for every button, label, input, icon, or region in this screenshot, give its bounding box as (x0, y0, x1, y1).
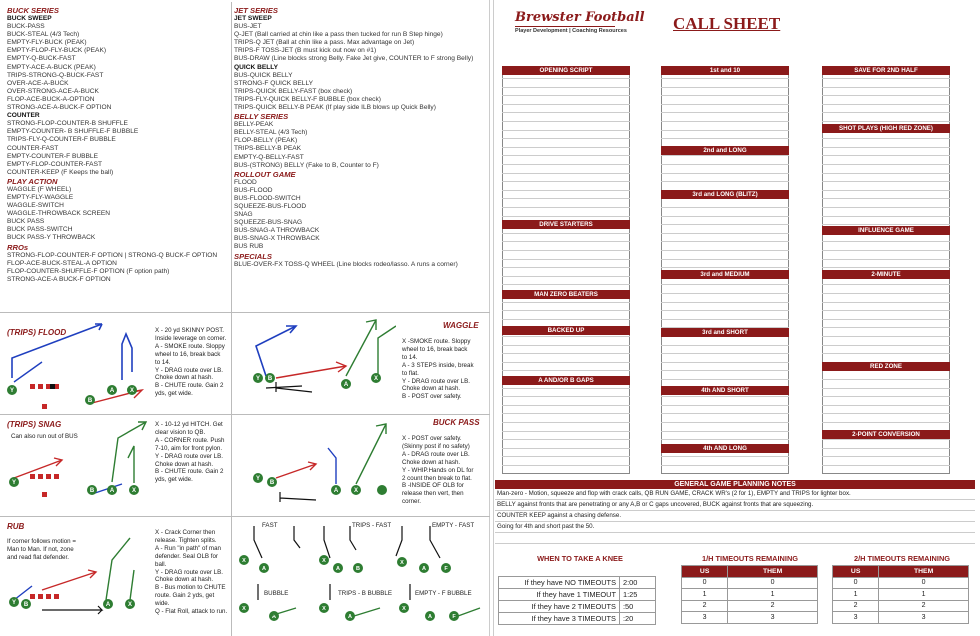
playlist-item: Q-JET (Ball carried at chin like a pass then tucked for run B Step hinge) (234, 31, 443, 39)
play-desc-line: release then vert, then (402, 490, 464, 498)
play-desc-line: 7-10, aim for front pylon. (155, 444, 223, 452)
play-desc-line: 2 count then break to flat. (402, 474, 472, 482)
svg-text:X: X (127, 602, 133, 608)
play-desc-rub (155, 529, 231, 616)
svg-text:X: X (242, 606, 246, 612)
note-row: Going for 4th and short past the 50. (495, 522, 975, 533)
timeouts-cell[interactable]: 2 (682, 600, 728, 612)
timeouts-cell[interactable]: 0 (879, 577, 969, 589)
svg-text:B: B (87, 398, 93, 404)
diagram-buckpass (236, 418, 396, 513)
playlist-item: BUS-FLOOD (234, 186, 273, 194)
play-desc-line: X - POST over safety. (402, 435, 462, 442)
callsheet-section[interactable]: DRIVE STARTERS (502, 220, 630, 229)
svg-text:A: A (343, 382, 349, 388)
knee-time: 1:25 (620, 589, 656, 601)
knee-time: :20 (620, 613, 656, 625)
svg-text:B: B (356, 566, 360, 572)
timeouts-cell[interactable]: 3 (728, 612, 818, 624)
playlist-item: WAGGLE (F WHEEL) (7, 185, 72, 193)
svg-text:B: B (89, 488, 95, 494)
play-desc-line: Y - DRAG route over LB. (155, 366, 223, 374)
play-sub-snag: Can also run out of BUS (11, 433, 78, 440)
svg-text:Y: Y (255, 476, 261, 482)
playlist-item: TRIPS-BELLY-B PEAK (234, 145, 302, 153)
timeouts-cell[interactable]: 3 (879, 612, 969, 624)
callsheet-column-2 (661, 66, 789, 474)
play-desc-line: X -SMOKE route. Sloppy (402, 338, 471, 345)
playlist-item: BUCK PASS-Y THROWBACK (7, 234, 96, 242)
callsheet-section[interactable]: INFLUENCE GAME (822, 226, 950, 235)
timeouts-cell[interactable]: 1 (728, 589, 818, 601)
svg-text:F: F (444, 566, 448, 572)
play-desc-line: Man to Man. If not, zone (7, 545, 74, 553)
play-title-snag: (TRIPS) SNAG (7, 420, 62, 429)
callsheet-section[interactable]: 2-POINT CONVERSION (822, 430, 950, 439)
playlist-item: BLUE-OVER-FX TOSS-Q WHEEL (Line blocks rodeo/lasso. A runs a corner) (234, 260, 458, 268)
svg-text:X: X (402, 606, 406, 612)
timeouts-cell[interactable]: 2 (728, 600, 818, 612)
callsheet-section[interactable]: MAN ZERO BEATERS (502, 290, 630, 299)
callsheet-section[interactable]: 3rd and LONG (BLITZ) (661, 190, 789, 199)
knee-row (499, 577, 656, 589)
play-desc-line: A - 3 STEPS inside, break (402, 361, 474, 369)
svg-text:X: X (131, 488, 137, 494)
playlist-item: ROLLOUT GAME (234, 169, 296, 179)
playlist-item: TRIPS-Q JET (Ball at chin like a pass. Max advantage on Jet) (234, 39, 415, 47)
brand-tagline: Player Development | Coaching Resources (515, 28, 627, 34)
label-empty-bubble: EMPTY - F BUBBLE (415, 590, 472, 597)
playlist-item: WAGGLE-THROWBACK SCREEN (7, 210, 111, 218)
svg-text:A: A (422, 566, 426, 572)
svg-text:F: F (452, 614, 456, 620)
play-desc-line: Y - DRAG route over LB. (155, 568, 223, 576)
play-desc-line: release. Tighten splits. (155, 536, 217, 544)
svg-text:A: A (262, 566, 266, 572)
play-desc-line: to 14. (402, 353, 418, 361)
playlist-item: TRIPS-STRONG-Q-BUCK-FAST (7, 71, 104, 79)
callsheet-section[interactable]: RED ZONE (822, 362, 950, 371)
playlist-item: QUICK BELLY (234, 63, 279, 71)
svg-text:A: A (333, 488, 339, 494)
play-desc-line: yds, get wide. (155, 390, 193, 398)
playlist-item: OVER-STRONG-ACE-A-BUCK (7, 87, 99, 95)
playlist-item: BUS-FLOOD-SWITCH (234, 194, 301, 202)
play-desc-waggle (402, 338, 486, 401)
logo-underline (515, 26, 615, 27)
svg-text:A: A (428, 614, 432, 620)
playlist-item: STRONG-FLOP-COUNTER-F OPTION | STRONG-Q BUCK-F OPTION (7, 251, 218, 259)
svg-text:X: X (353, 488, 359, 494)
playlist-item: OVER-ACE-A-BUCK (7, 79, 69, 87)
playlist-item: JET SERIES (234, 6, 278, 15)
svg-text:A: A (348, 614, 352, 620)
svg-text:B: B (269, 480, 275, 486)
play-desc-line: If corner follows motion = (7, 538, 76, 545)
play-desc-line: Choke down at hash. (402, 385, 461, 393)
playlist-item: FLOP-ACE-BUCK-A-OPTION (7, 95, 95, 103)
playlist-item: EMPTY-FLY-BUCK (PEAK) (7, 39, 87, 47)
play-desc-line: A - SMOKE route. Sloppy (155, 342, 225, 350)
playlist-item: BUS-DRAW (Line blocks strong Belly. Fake Jet give, COUNTER to F strong Belly) (234, 55, 474, 63)
play-desc-line: B - CHUTE route. Gain 2 (155, 382, 224, 390)
play-desc-line: ball. (155, 560, 167, 568)
timeouts-1h-table (681, 565, 818, 624)
play-desc-line: corner. (402, 498, 421, 506)
play-desc-line: B - POST over safety. (402, 393, 462, 401)
playlist-item: FLOOD (234, 178, 257, 186)
timeouts-cell[interactable]: 2 (879, 600, 969, 612)
note-row (495, 533, 975, 544)
play-desc-line: B -INSIDE OF OLB for (402, 482, 464, 490)
playlist-item: TRIPS-QUICK BELLY-B PEAK (If play side ILB blows up Quick Belly) (234, 104, 436, 112)
timeouts-cell[interactable]: 0 (833, 577, 879, 589)
playlist-item: EMPTY-Q-BUCK-FAST (7, 55, 76, 63)
playlist-item: BELLY-STEAL (4/3 Tech) (234, 129, 308, 137)
playlist-item: PLAY ACTION (7, 176, 58, 186)
page-title: CALL SHEET (673, 14, 781, 33)
play-desc-line: Y - DRAG route over LB. (155, 452, 223, 460)
play-desc-line: clear vision to QB. (155, 428, 206, 436)
playlist-item: TRIPS-F TOSS-JET (B must kick out now on #1) (234, 47, 377, 55)
play-desc-line: Inside leverage on corner. (155, 334, 227, 342)
timeouts-cell[interactable]: 0 (728, 577, 818, 589)
callsheet-section[interactable]: 4th AND SHORT (661, 386, 789, 395)
timeouts-cell[interactable]: 0 (682, 577, 728, 589)
playlist-item: BUS-(STRONG) BELLY (Fake to B, Counter to F) (234, 161, 379, 169)
svg-text:X: X (129, 388, 135, 394)
play-desc-line: Choke down at hash. (155, 576, 214, 584)
playlist-item: BUCK-PASS (7, 23, 45, 31)
svg-text:X: X (242, 558, 246, 564)
playlist-item: FLOP-ACE-BUCK-STEAL-A OPTION (7, 259, 117, 267)
play-desc-line: Y - DRAG route over LB. (402, 377, 470, 385)
play-title-rub: RUB (7, 522, 25, 531)
playlist-item: TRIPS-QUICK BELLY-FAST (box check) (234, 87, 353, 95)
knee-time: 2:00 (620, 577, 656, 589)
diagram-waggle (236, 316, 396, 411)
timeouts-cell[interactable]: 3 (682, 612, 728, 624)
note-row: Man-zero - Motion, squeeze and flop with crack calls, QB RUN GAME, CRACK WR's (2 for 1), EMPTY and TRIPS for lighter box. (495, 489, 975, 500)
svg-text:Y: Y (9, 388, 15, 394)
playlist-item: BUS-SNAG-X THROWBACK (234, 235, 320, 243)
svg-text:A: A (272, 614, 276, 620)
play-desc-line: Choke down at hash. (402, 458, 461, 466)
play-desc-line: wide. (155, 600, 170, 608)
playlist-col1 (7, 6, 232, 314)
brand-logo: Brewster Football (515, 10, 645, 25)
timeouts-cell[interactable]: 1 (833, 589, 879, 601)
play-desc-line: defender. Seal OLB for (155, 552, 218, 560)
playlist-item: SQUEEZE-BUS-FLOOD (234, 202, 307, 210)
play-desc-line: X - Crack Corner then (155, 529, 216, 536)
playlist-item: EMPTY-COUNTER- B SHUFFLE-F BUBBLE (7, 128, 139, 136)
play-desc-line: X - 10-12 yd HITCH. Get (155, 421, 223, 428)
playlist-item: EMPTY-COUNTER-F BUBBLE (7, 152, 98, 160)
play-desc-line: to flat. (402, 369, 419, 377)
play-desc-line: A - DRAG route over LB. (402, 450, 470, 458)
playlist-item: STRONG-F QUICK BELLY (234, 79, 314, 87)
label-fast: FAST (262, 522, 278, 529)
label-bubble: BUBBLE (264, 590, 289, 597)
playlist-col2 (234, 6, 488, 314)
play-desc-flood (155, 327, 231, 398)
note-row: BELLY against fronts that are penetrating or any A,B or C gaps uncovered, BUCK against fronts that are squeezing. (495, 500, 975, 511)
playlist-item: STRONG-FLOP-COUNTER-B SHUFFLE (7, 120, 128, 128)
playlist-item: RROs (7, 242, 29, 252)
playlist-item: BUS-JET (234, 23, 262, 31)
callsheet-column-3 (822, 66, 950, 474)
playlist-item: BUS-SNAG-A THROWBACK (234, 227, 320, 235)
playlist-item: BUS-QUICK BELLY (234, 71, 293, 79)
playlist-item: BUCK SERIES (7, 6, 59, 15)
playlist-item: EMPTY-FLOP-FLY-BUCK (PEAK) (7, 47, 107, 55)
timeouts-col-header: US (682, 566, 728, 578)
timeouts-col-header: US (833, 566, 879, 578)
playlist-item: BUCK SWEEP (7, 15, 52, 22)
timeouts-cell[interactable]: 2 (833, 600, 879, 612)
svg-text:X: X (373, 376, 379, 382)
svg-text:X: X (322, 606, 326, 612)
label-trips-fast: TRIPS - FAST (352, 522, 392, 529)
playlist-item: EMPTY-FLY-WAGGLE (7, 193, 74, 201)
diagram-fast-bubble (234, 518, 484, 633)
knee-row (499, 613, 656, 625)
svg-text:A: A (109, 388, 115, 394)
playlist-item: EMPTY-ACE-A-BUCK (PEAK) (7, 63, 96, 71)
play-title-waggle: WAGGLE (443, 321, 479, 330)
playlist-item: STRONG-ACE-A BUCK-F OPTION (7, 275, 111, 283)
play-desc-line: A - CORNER route. Push (155, 436, 225, 444)
playlist-item: BUCK PASS-SWITCH (7, 226, 73, 234)
callsheet-section[interactable]: SHOT PLAYS (HIGH RED ZONE) (822, 124, 950, 133)
callsheet-section[interactable]: 2nd and LONG (661, 146, 789, 155)
play-desc-line: yds, get wide. (155, 476, 193, 484)
playlist-item: WAGGLE-SWITCH (7, 202, 64, 210)
play-desc-line: A - Run "in path" of man (155, 544, 221, 552)
play-desc-line: Y - WHIP.Hands on DL for (402, 466, 474, 474)
game-planning-notes (495, 480, 975, 544)
svg-text:A: A (109, 488, 115, 494)
play-desc-buckpass (402, 435, 486, 506)
playlist-item: SNAG (234, 211, 253, 219)
knee-row (499, 589, 656, 601)
play-title-flood: (TRIPS) FLOOD (7, 328, 67, 337)
timeouts-cell[interactable]: 3 (833, 612, 879, 624)
play-desc-line: to 14. (155, 358, 171, 366)
knee-row (499, 601, 656, 613)
notes-heading: GENERAL GAME PLANNING NOTES (495, 480, 975, 489)
diagram-snag (2, 418, 152, 498)
playlist-item: TRIPS-FLY-Q-COUNTER-F BUBBLE (7, 136, 116, 144)
play-desc-line: (Skinny post if no safety) (402, 442, 470, 450)
timeouts-1h-title: 1/H TIMEOUTS REMAINING (701, 554, 799, 563)
callsheet-section[interactable]: OPENING SCRIPT (502, 66, 630, 75)
play-desc-line: wheel to 16, break back (155, 350, 221, 358)
svg-text:A: A (336, 566, 340, 572)
playlist-item: BUS RUB (234, 243, 264, 251)
svg-text:X: X (400, 560, 404, 566)
callsheet-section[interactable]: 4th AND LONG (661, 444, 789, 453)
timeouts-2h-table (832, 565, 969, 624)
playlist-item: BUCK PASS (7, 218, 45, 226)
playlist-item: TRIPS-FLY-QUICK BELLY-F BUBBLE (box check) (234, 95, 381, 103)
knee-condition: If they have 3 TIMEOUTS (499, 613, 620, 625)
playlist-item: FLOP-COUNTER-SHUFFLE-F OPTION (F option path) (7, 267, 170, 275)
playlist-item: EMPTY-Q-BELLY-FAST (234, 153, 304, 161)
svg-text:X: X (322, 558, 326, 564)
callsheet-section[interactable]: 3rd and MEDIUM (661, 270, 789, 279)
playlist-item: BELLY SERIES (234, 112, 289, 122)
play-desc-line: X - 20 yd SKINNY POST. (155, 327, 225, 334)
diagram-rub (2, 530, 152, 630)
svg-text:A: A (105, 602, 111, 608)
svg-text:Y: Y (11, 600, 17, 606)
playlist-item: SPECIALS (234, 251, 272, 261)
playlist-item: COUNTER-KEEP (F Keeps the ball) (7, 168, 114, 176)
timeouts-cell[interactable]: 1 (682, 589, 728, 601)
timeouts-cell[interactable]: 1 (879, 589, 969, 601)
knee-condition: If they have NO TIMEOUTS (499, 577, 620, 589)
playlist-item: BELLY-PEAK (234, 121, 274, 129)
svg-text:B: B (23, 602, 29, 608)
callsheet-column-1 (502, 66, 630, 474)
playlist-item: JET SWEEP (234, 15, 272, 22)
knee-time: :50 (620, 601, 656, 613)
playlist-item: COUNTER (7, 112, 40, 120)
playlist-item: STRONG-ACE-A-BUCK-F OPTION (7, 104, 112, 112)
play-desc-snag (155, 421, 231, 484)
playlist-item: EMPTY-FLOP-COUNTER-FAST (7, 160, 103, 168)
label-empty-fast: EMPTY - FAST (432, 522, 475, 529)
svg-text:Y: Y (255, 376, 261, 382)
play-desc-line: Q - Flat Roll, attack to run. (155, 608, 228, 616)
knee-condition: If they have 2 TIMEOUTS (499, 601, 620, 613)
playlist-item: COUNTER-FAST (7, 144, 59, 152)
label-trips-bubble: TRIPS - B BUBBLE (338, 590, 392, 597)
note-row: COUNTER KEEP against a chasing defense. (495, 511, 975, 522)
play-title-buckpass: BUCK PASS (433, 418, 480, 427)
play-desc-line: Choke down at hash. (155, 460, 214, 468)
playlist-item: SQUEEZE-BUS-SNAG (234, 219, 303, 227)
play-desc-line: wheel to 16, break back (402, 345, 468, 353)
knee-condition: If they have 1 TIMEOUT (499, 589, 620, 601)
callsheet-section[interactable]: 3rd and SHORT (661, 328, 789, 337)
callsheet-section[interactable]: 2-MINUTE (822, 270, 950, 279)
knee-title: WHEN TO TAKE A KNEE (537, 554, 623, 563)
play-desc-line: B - Bus motion to CHUTE (155, 584, 226, 592)
svg-text:Y: Y (11, 480, 17, 486)
callsheet-section[interactable]: A AND/OR B GAPS (502, 376, 630, 385)
play-desc-line: Choke down at hash. (155, 374, 214, 382)
timeouts-2h-title: 2/H TIMEOUTS REMAINING (853, 554, 951, 563)
knee-table (498, 576, 656, 625)
playlist-item: FLOP-BELLY (PEAK) (234, 137, 298, 145)
play-desc-line: route. Gain 2 yds, get (155, 592, 215, 600)
diagram-flood (2, 318, 152, 413)
callsheet-section[interactable]: 1st and 10 (661, 66, 789, 75)
timeouts-col-header: THEM (879, 566, 969, 578)
play-desc-line: B - CHUTE route. Gain 2 (155, 468, 224, 476)
play-desc-line: and read flat defender. (7, 553, 69, 561)
timeouts-col-header: THEM (728, 566, 818, 578)
svg-text:B: B (267, 376, 273, 382)
playlist-item: BUCK-STEAL (4/3 Tech) (7, 31, 80, 39)
callsheet-section[interactable]: BACKED UP (502, 326, 630, 335)
callsheet-section[interactable]: SAVE FOR 2ND HALF (822, 66, 950, 75)
